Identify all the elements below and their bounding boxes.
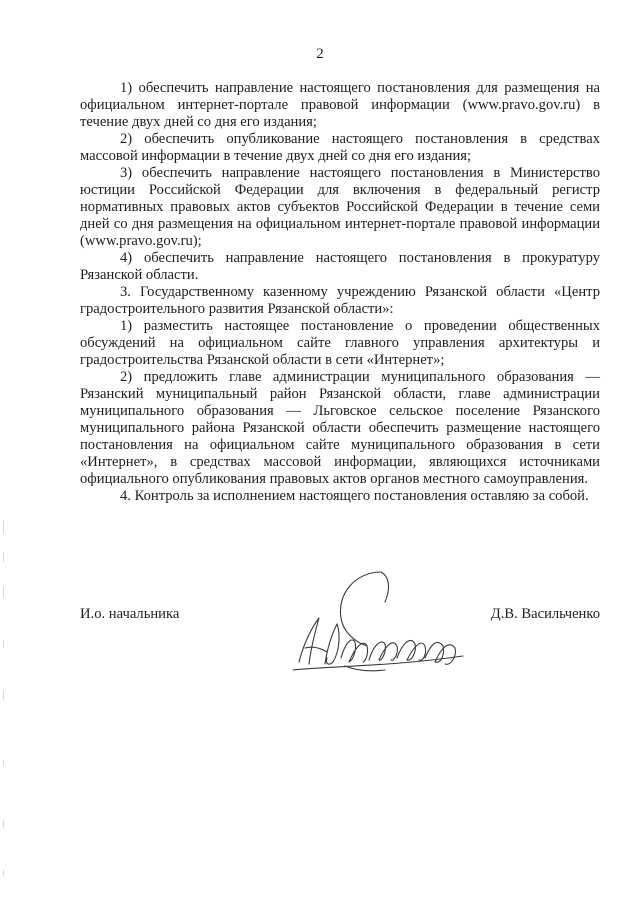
paragraph-section-3: 3. Государственному казенному учреждению Рязанской области «Центр градостроительного развития Рязанской области»: [80,284,600,317]
paragraph-section-3-item-2: 2) предложить главе администрации муниципального образования — Рязанский муниципальный район Рязанской области, главе администрации муниципального образования — Льговское сельское поселение Рязанского муниципального района Рязанской области обеспечить размещение настоящего постановления на официальном сайте муниципального образования в сети «Интернет», в средствах массовой информации, являющихся источниками официального опубликования правовых актов органов местного самоуправления. [80,369,600,487]
scan-speck [3,586,4,598]
document-body [80,80,600,505]
scan-speck [3,820,4,828]
paragraph-item-3: 3) обеспечить направление настоящего постановления в Министерство юстиции Российской Федерации для включения в федеральный регистр нормативных правовых актов субъектов Российской Федерации в течение семи дней со дня размещения на официальном интернет-портале правовой информации (www.pravo.gov.ru); [80,165,600,249]
paragraph-section-4: 4. Контроль за исполнением настоящего постановления оставляю за собой. [120,488,589,504]
scan-speck [3,760,4,766]
scan-speck [3,690,4,700]
paragraph-item-1: 1) обеспечить направление настоящего постановления для размещения на официальном интернет-портале правовой информации (www.pravo.gov.ru) в течение двух дней со дня его издания; [80,80,600,130]
paragraph-item-4: 4) обеспечить направление настоящего постановления в прокуратуру Рязанской области. [80,250,600,283]
scan-speck [3,640,4,648]
handwritten-signature [285,566,475,676]
scan-speck [3,552,4,562]
signature-block [80,566,600,676]
scan-speck [3,520,4,534]
page-number: 2 [316,46,324,62]
signer-position: И.о. начальника [80,606,180,622]
paragraph-section-3-item-1: 1) разместить настоящее постановление о проведении общественных обсуждений на официальном сайте главного управления архитектуры и градостроительства Рязанской области в сети «Интернет»; [80,318,600,368]
paragraph-item-2: 2) обеспечить опубликование настоящего постановления в средствах массовой информации в течение двух дней со дня его издания; [80,131,600,164]
signer-name: Д.В. Васильченко [490,606,600,622]
scan-speck [3,870,4,876]
